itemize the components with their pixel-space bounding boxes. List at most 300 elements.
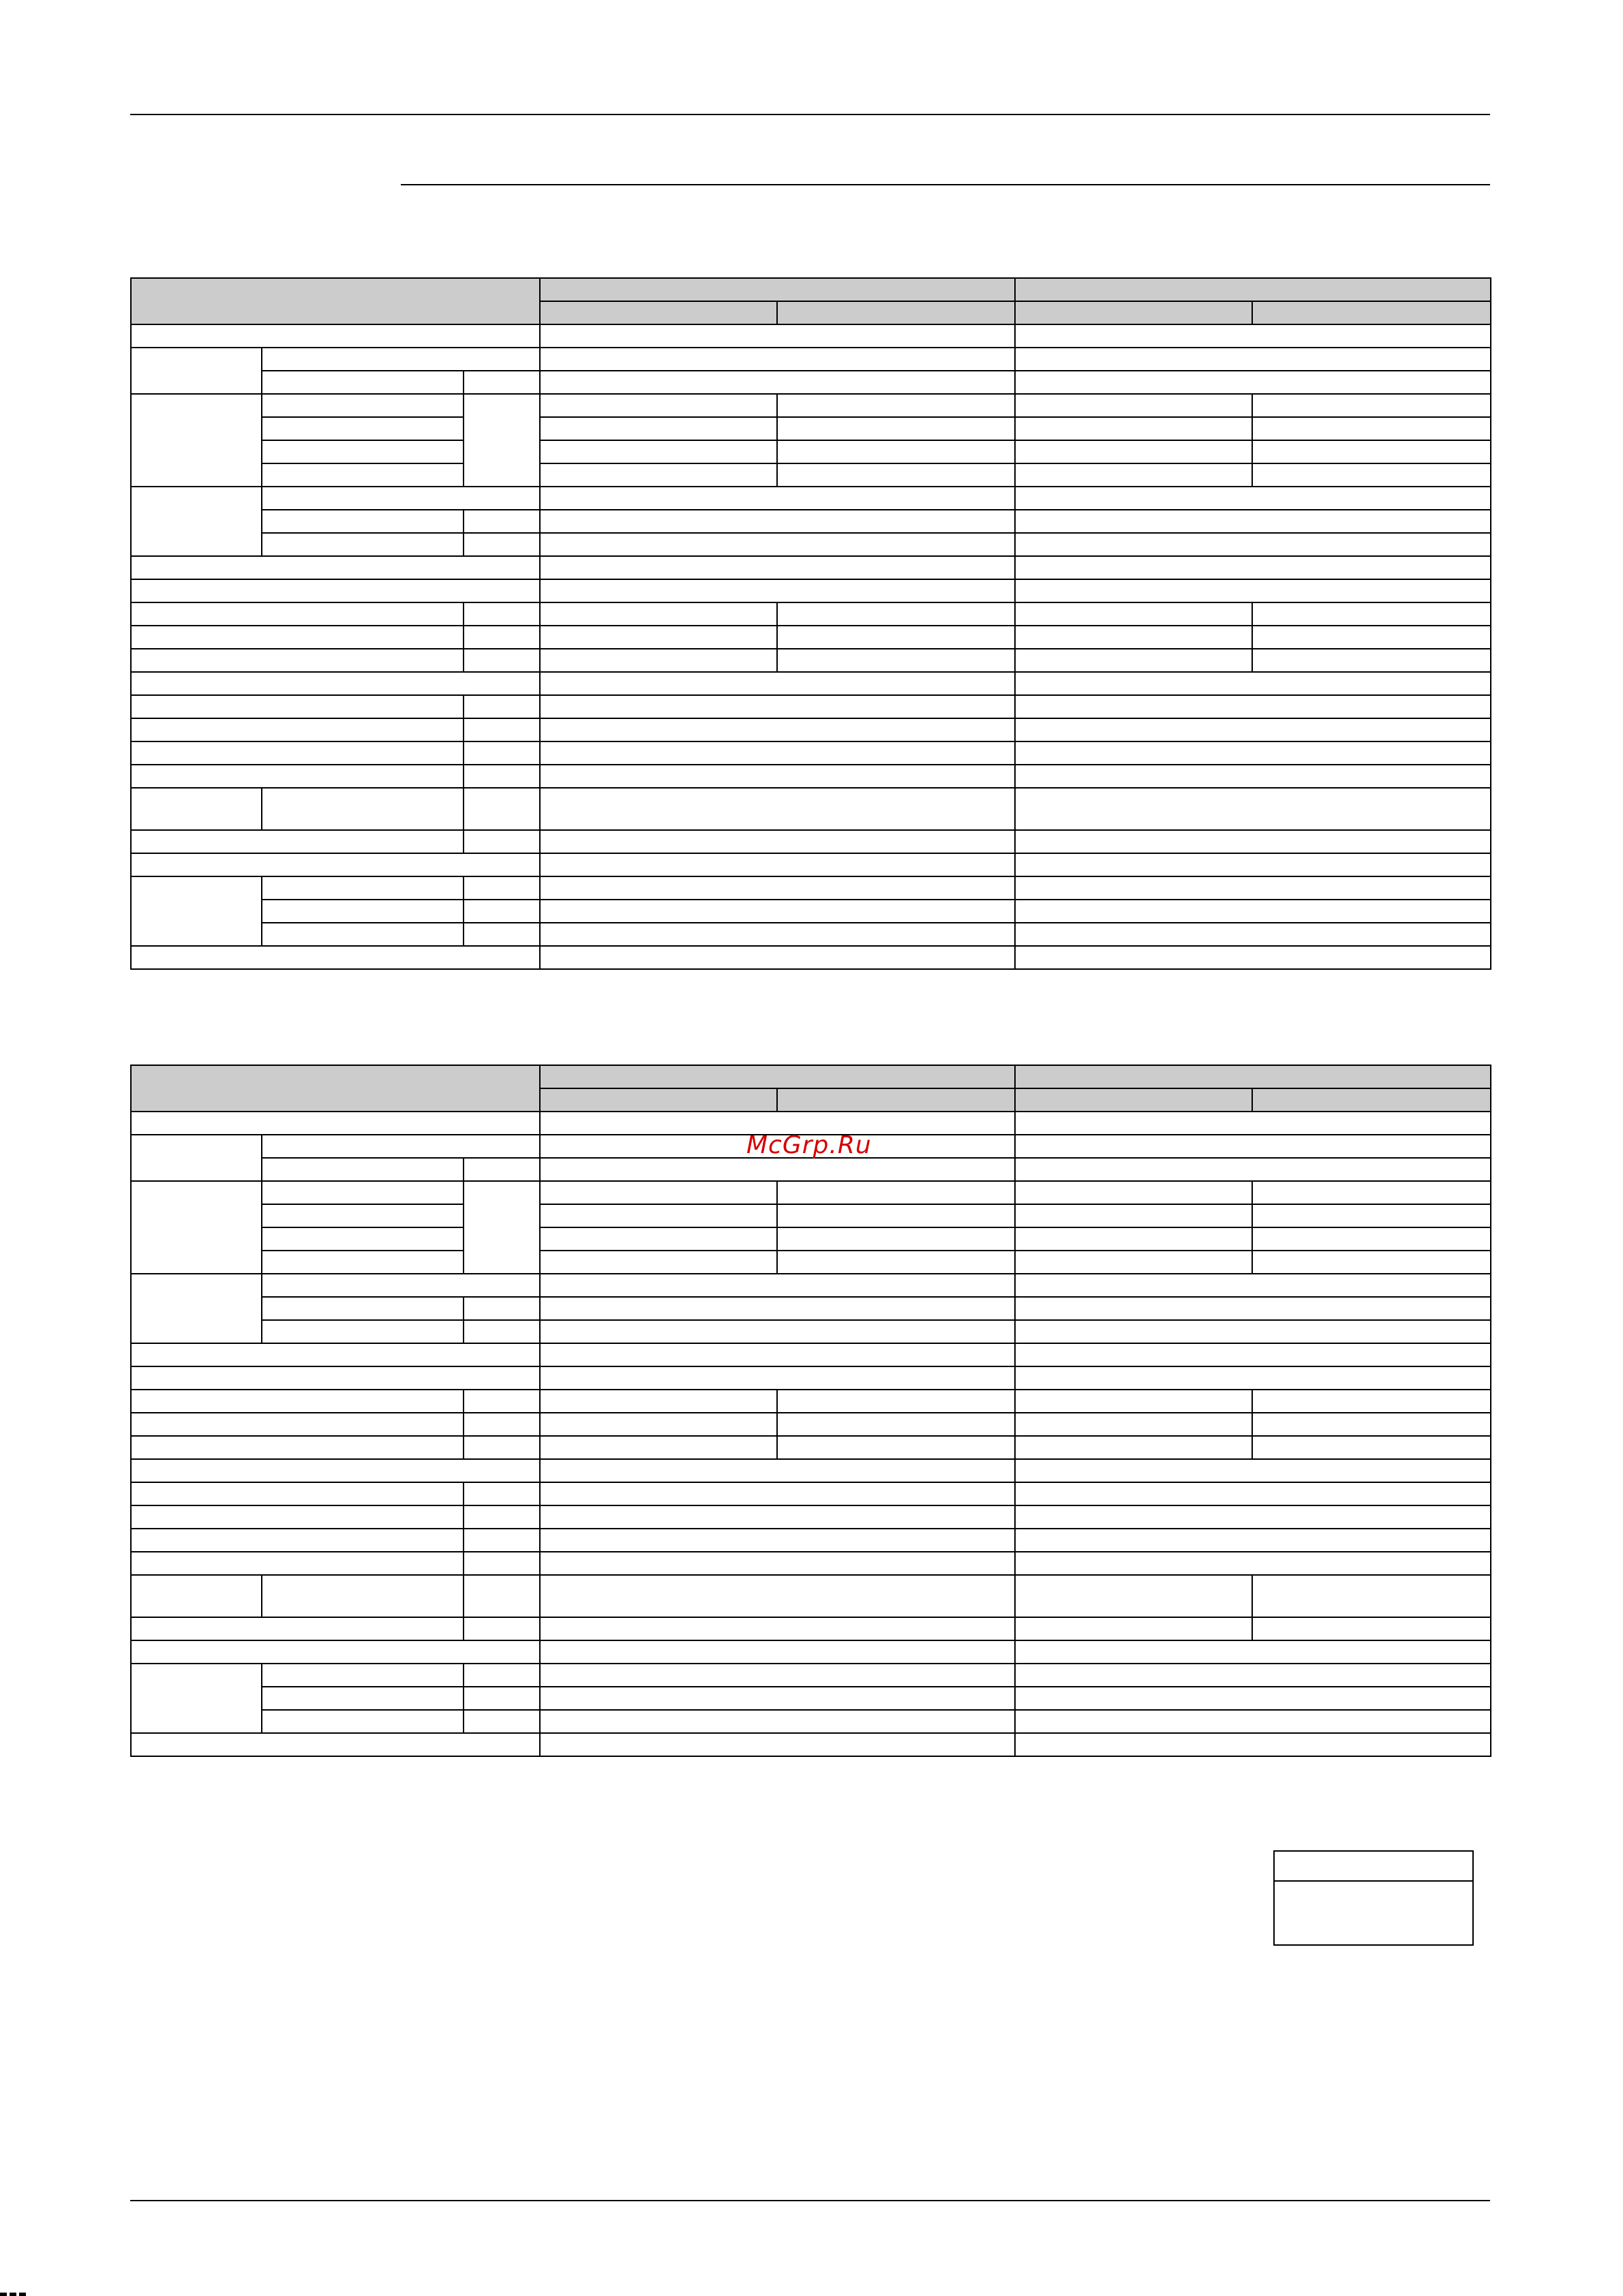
table-cell [131, 1552, 464, 1575]
table-cell [1015, 695, 1491, 718]
table-row [131, 348, 1491, 371]
table-cell [540, 1181, 777, 1204]
table-cell [1015, 1366, 1491, 1390]
table-cell [1015, 1204, 1252, 1227]
header-cell [777, 301, 1015, 324]
header-cell [540, 1088, 777, 1112]
table-cell [1015, 1297, 1491, 1320]
table-cell [131, 556, 540, 579]
table-cell [262, 1687, 464, 1710]
table-cell [262, 1181, 464, 1204]
header-cell [131, 1065, 540, 1112]
table-cell [262, 1274, 540, 1297]
table-cell [262, 1204, 464, 1227]
table-cell [131, 1181, 262, 1274]
header-cell [1015, 1065, 1491, 1088]
table-row [131, 1529, 1491, 1552]
table-cell [464, 510, 540, 533]
note-box-divider [1275, 1880, 1472, 1882]
table-cell [540, 1552, 1015, 1575]
table-cell [1252, 1436, 1491, 1459]
table-cell [1252, 1575, 1491, 1617]
table-cell [1015, 1529, 1491, 1552]
table-cell [1015, 1181, 1252, 1204]
table-cell [464, 1664, 540, 1687]
table-row [131, 830, 1491, 853]
table-cell [1252, 394, 1491, 417]
table-cell [1015, 1505, 1491, 1529]
table-cell [262, 1710, 464, 1733]
table-cell [1015, 440, 1252, 463]
table-cell [1015, 1135, 1491, 1158]
table-cell [540, 348, 1015, 371]
table-cell [1015, 1687, 1491, 1710]
table-cell [540, 1733, 1015, 1756]
table-row [131, 1664, 1491, 1687]
title-underline [401, 184, 1490, 185]
header-cell [540, 1065, 1015, 1088]
table-cell [540, 1320, 1015, 1343]
table-cell [464, 1482, 540, 1505]
table-cell [1015, 830, 1491, 853]
table-cell [131, 1436, 464, 1459]
table-cell [131, 1366, 540, 1390]
table-cell [464, 394, 540, 487]
table-cell [262, 440, 464, 463]
table-cell [1252, 1413, 1491, 1436]
table-cell [1015, 765, 1491, 788]
table-cell [1015, 1390, 1252, 1413]
table-cell [1015, 394, 1252, 417]
table-row [131, 1733, 1491, 1756]
table-cell [540, 1158, 1015, 1181]
table-row [131, 1251, 1491, 1274]
table-cell [262, 487, 540, 510]
table-cell [262, 371, 464, 394]
table-cell [1015, 556, 1491, 579]
table-cell [262, 533, 464, 556]
table-cell [1015, 876, 1491, 900]
table-cell [131, 487, 262, 556]
header-cell [1015, 1088, 1252, 1112]
table-row [131, 1343, 1491, 1366]
table-cell [540, 394, 777, 417]
table-cell [540, 602, 777, 626]
table-row [131, 1436, 1491, 1459]
table-cell [464, 1158, 540, 1181]
table-cell [540, 876, 1015, 900]
table-row [131, 1158, 1491, 1181]
table-cell [262, 417, 464, 440]
table-cell [777, 1204, 1015, 1227]
table-cell [464, 876, 540, 900]
table-cell [131, 695, 464, 718]
table-cell [540, 417, 777, 440]
table-row [131, 788, 1491, 830]
table-cell [540, 1274, 1015, 1297]
table-cell [262, 348, 540, 371]
table-row [131, 765, 1491, 788]
header-cell [777, 1088, 1015, 1112]
table-cell [262, 463, 464, 487]
table-cell [464, 1687, 540, 1710]
table-cell [777, 394, 1015, 417]
table-cell [1252, 1181, 1491, 1204]
table-row [131, 1181, 1491, 1204]
table-cell [464, 741, 540, 765]
table-cell [464, 1529, 540, 1552]
table-cell [777, 417, 1015, 440]
table-cell [464, 533, 540, 556]
table-cell [540, 946, 1015, 969]
table-cell [464, 1505, 540, 1529]
table-cell [777, 602, 1015, 626]
table-row [131, 440, 1491, 463]
table-cell [262, 788, 464, 830]
table-cell [1252, 440, 1491, 463]
table-cell [777, 626, 1015, 649]
table-cell [777, 1251, 1015, 1274]
table-row [131, 510, 1491, 533]
table-cell [1015, 1413, 1252, 1436]
table-cell [540, 1529, 1015, 1552]
table-cell [1015, 324, 1491, 348]
table-row [131, 853, 1491, 876]
table-cell [464, 1710, 540, 1733]
table-cell [464, 788, 540, 830]
table-cell [540, 440, 777, 463]
table-cell [540, 371, 1015, 394]
header-cell [540, 301, 777, 324]
table-cell [1015, 900, 1491, 923]
table-cell [540, 765, 1015, 788]
table-cell [464, 1320, 540, 1343]
table-row [131, 876, 1491, 900]
table-row [131, 1390, 1491, 1413]
table-cell [1252, 1204, 1491, 1227]
table-cell [1015, 672, 1491, 695]
table-cell [464, 649, 540, 672]
table-cell [262, 923, 464, 946]
table-cell [1252, 1227, 1491, 1251]
table-cell [540, 463, 777, 487]
table-row [131, 463, 1491, 487]
table-row [131, 672, 1491, 695]
table-cell [131, 1664, 262, 1733]
table-cell [540, 1390, 777, 1413]
table-cell [777, 1436, 1015, 1459]
table-row [131, 324, 1491, 348]
table-cell [1015, 1274, 1491, 1297]
table-cell [464, 1436, 540, 1459]
table-cell [1015, 1640, 1491, 1664]
table-cell [777, 1413, 1015, 1436]
note-box [1273, 1850, 1474, 1946]
table-cell [1015, 1320, 1491, 1343]
table-cell [540, 579, 1015, 602]
spec-table-1 [130, 277, 1491, 970]
table-cell [131, 649, 464, 672]
table-row [131, 1575, 1491, 1617]
table-header-row [131, 1065, 1491, 1088]
table-cell [1252, 1390, 1491, 1413]
table-cell [540, 324, 1015, 348]
table-cell [464, 1297, 540, 1320]
table-cell [540, 1343, 1015, 1366]
table-cell [540, 853, 1015, 876]
top-rule [130, 114, 1490, 115]
table-row [131, 487, 1491, 510]
table-cell [1015, 649, 1252, 672]
table-cell [777, 1390, 1015, 1413]
table-cell [540, 1710, 1015, 1733]
table-cell [464, 602, 540, 626]
table-cell [131, 788, 262, 830]
table-row [131, 1459, 1491, 1482]
table-cell [540, 1687, 1015, 1710]
table-cell [262, 1297, 464, 1320]
watermark-text: McGrp.Ru [746, 1131, 872, 1159]
table-cell [540, 1664, 1015, 1687]
table-cell [1015, 533, 1491, 556]
table-row [131, 1617, 1491, 1640]
table-cell [1015, 1112, 1491, 1135]
table-cell [1015, 348, 1491, 371]
table-cell [777, 1227, 1015, 1251]
table-row [131, 649, 1491, 672]
table-cell [1015, 1617, 1252, 1640]
table-cell [1015, 1733, 1491, 1756]
table-cell [262, 900, 464, 923]
table-cell [1015, 1343, 1491, 1366]
header-cell [540, 278, 1015, 301]
table-cell [131, 579, 540, 602]
table-cell [540, 830, 1015, 853]
table-cell [1015, 417, 1252, 440]
table-cell [131, 626, 464, 649]
table-cell [464, 1181, 540, 1274]
table-cell [131, 1390, 464, 1413]
table-cell [1015, 1552, 1491, 1575]
table-row [131, 1320, 1491, 1343]
table-cell [131, 830, 464, 853]
table-row [131, 695, 1491, 718]
table-cell [1252, 602, 1491, 626]
table-cell [1015, 1158, 1491, 1181]
table-cell [262, 1251, 464, 1274]
table-cell [131, 394, 262, 487]
table-cell [1015, 579, 1491, 602]
table-cell [540, 1297, 1015, 1320]
table-cell [1015, 510, 1491, 533]
table-row [131, 626, 1491, 649]
table-cell [131, 1505, 464, 1529]
page-corner-mark [0, 2284, 41, 2296]
table-row [131, 602, 1491, 626]
table-cell [1015, 741, 1491, 765]
table-cell [262, 876, 464, 900]
table-cell [540, 923, 1015, 946]
table-cell [1015, 1227, 1252, 1251]
table-row [131, 900, 1491, 923]
table-cell [777, 1181, 1015, 1204]
table-cell [131, 1343, 540, 1366]
table-cell [540, 649, 777, 672]
table-cell [540, 1227, 777, 1251]
table-row [131, 417, 1491, 440]
table-cell [540, 1617, 1015, 1640]
table-cell [540, 1251, 777, 1274]
table-cell [540, 1482, 1015, 1505]
table-cell [262, 394, 464, 417]
table-cell [131, 1617, 464, 1640]
table-cell [262, 510, 464, 533]
table-cell [1252, 626, 1491, 649]
header-cell [1252, 301, 1491, 324]
table-cell [540, 788, 1015, 830]
table-cell [131, 1459, 540, 1482]
table-cell [464, 695, 540, 718]
table-row [131, 1552, 1491, 1575]
table-cell [1252, 1251, 1491, 1274]
table-cell [131, 1733, 540, 1756]
table-cell [464, 1617, 540, 1640]
table-cell [540, 900, 1015, 923]
table-cell [1015, 853, 1491, 876]
table-cell [540, 695, 1015, 718]
table-row [131, 741, 1491, 765]
table-cell [540, 487, 1015, 510]
table-cell [262, 1135, 540, 1158]
table-row [131, 1482, 1491, 1505]
table-cell [540, 1505, 1015, 1529]
table-cell [1015, 718, 1491, 741]
table-cell [1015, 1482, 1491, 1505]
table-row [131, 1413, 1491, 1436]
table-row [131, 371, 1491, 394]
table-row [131, 1640, 1491, 1664]
table-row [131, 1710, 1491, 1733]
table-cell [131, 876, 262, 946]
table-cell [131, 741, 464, 765]
table-cell [1015, 487, 1491, 510]
table-row [131, 556, 1491, 579]
table-row [131, 946, 1491, 969]
table-cell [1015, 1251, 1252, 1274]
table-cell [262, 1158, 464, 1181]
bottom-rule [130, 2200, 1490, 2201]
table-cell [777, 649, 1015, 672]
table-cell [131, 946, 540, 969]
table-cell [1015, 788, 1491, 830]
table-cell [131, 1413, 464, 1436]
table-cell [262, 1575, 464, 1617]
table-cell [464, 1575, 540, 1617]
table-cell [131, 1529, 464, 1552]
table-row [131, 1687, 1491, 1710]
table-row [131, 1274, 1491, 1297]
table-cell [131, 1482, 464, 1505]
table-cell [131, 1575, 262, 1617]
table-cell [540, 1366, 1015, 1390]
table-row [131, 1505, 1491, 1529]
table-cell [131, 1640, 540, 1664]
table-cell [777, 440, 1015, 463]
table-cell [540, 672, 1015, 695]
table-cell [1252, 463, 1491, 487]
table-cell [540, 533, 1015, 556]
table-cell [1252, 1617, 1491, 1640]
table-cell [1015, 946, 1491, 969]
table-cell [464, 371, 540, 394]
table-cell [464, 830, 540, 853]
table-cell [131, 324, 540, 348]
table-cell [131, 765, 464, 788]
table-cell [131, 1112, 540, 1135]
table-cell [540, 1640, 1015, 1664]
table-cell [1015, 371, 1491, 394]
spec-table-2 [130, 1065, 1491, 1757]
table-cell [540, 510, 1015, 533]
table-cell [1015, 923, 1491, 946]
table-cell [464, 1413, 540, 1436]
table-row [131, 1297, 1491, 1320]
table-cell [1015, 1575, 1252, 1617]
table-row [131, 1204, 1491, 1227]
table-cell [1015, 1436, 1252, 1459]
table-cell [540, 741, 1015, 765]
table-cell [1015, 626, 1252, 649]
table-row [131, 923, 1491, 946]
table-cell [131, 672, 540, 695]
header-cell [131, 278, 540, 324]
table-cell [777, 463, 1015, 487]
table-cell [131, 1135, 262, 1181]
table-row [131, 1366, 1491, 1390]
table-cell [1015, 1664, 1491, 1687]
header-cell [1015, 278, 1491, 301]
table-cell [1015, 1459, 1491, 1482]
table-cell [464, 1390, 540, 1413]
table-cell [540, 1575, 1015, 1617]
table-cell [464, 923, 540, 946]
table-cell [1015, 602, 1252, 626]
table-header-row [131, 278, 1491, 301]
table-cell [262, 1664, 464, 1687]
header-cell [1015, 301, 1252, 324]
table-cell [464, 1552, 540, 1575]
table-cell [262, 1227, 464, 1251]
table-cell [540, 1413, 777, 1436]
table-cell [464, 900, 540, 923]
table-cell [131, 1274, 262, 1343]
table-cell [1015, 463, 1252, 487]
table-row [131, 579, 1491, 602]
table-cell [464, 626, 540, 649]
table-cell [1252, 417, 1491, 440]
table-cell [464, 765, 540, 788]
table-cell [1015, 1710, 1491, 1733]
table-cell [464, 718, 540, 741]
table-row [131, 718, 1491, 741]
table-row [131, 1227, 1491, 1251]
table-cell [540, 1204, 777, 1227]
table-cell [131, 853, 540, 876]
table-cell [131, 718, 464, 741]
table-cell [540, 1459, 1015, 1482]
header-cell [1252, 1088, 1491, 1112]
table-cell [540, 1436, 777, 1459]
